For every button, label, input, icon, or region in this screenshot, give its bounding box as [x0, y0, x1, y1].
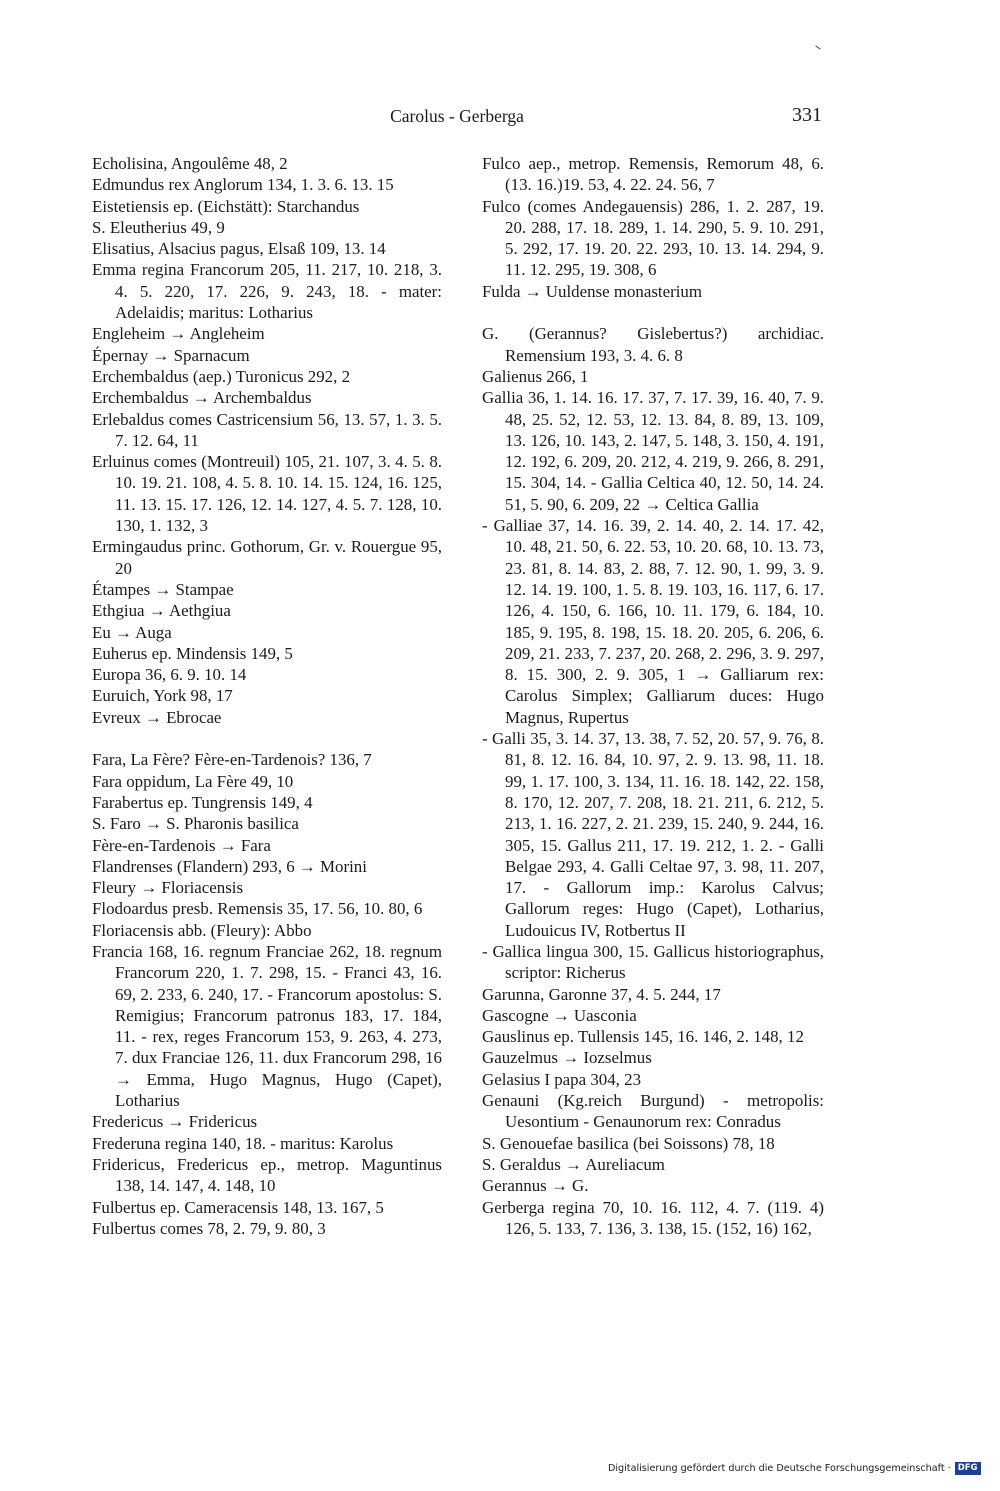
index-entry-text: - Galliae 37, 14. 16. 39, 2. 14. 40, 2. 14. 17. 42, 10. 48, 21. 50, 6. 22. 53, 10. 20. 68, 10. 13. 73, 23. 81, 8. 14. 83, 2. 88, 7. 12. 90, 1. 99, 3. 9. 12. 14. 19. 100, 1. 5. 8. 19. 103, 16. 117, 6. 17. 126, 4. 150, 6. 166, 10. 11. 179, 6. 184, 10. 185, 9. 195, 8. 198, 15. 18. 20. 205, 6. 206, 6. 209, 21. 233, 7. 237, 20. 268, 2. 296, 3. 9. 297, 8. 15. 300, 2. 9. 305, 1 → Galliarum rex: Carolus Simplex; Galliarum duces: Hugo Magnus, Rupertus: [482, 516, 829, 727]
index-entry-text: Evreux → Ebrocae: [92, 707, 222, 727]
index-entry-text: Gallia 36, 1. 14. 16. 17. 37, 7. 17. 39, 16. 40, 7. 9. 48, 25. 52, 12. 53, 12. 13. 84, 8. 89, 13. 109, 13. 126, 10. 143, 2. 147, 5. 148, 3. 150, 4. 191, 12. 192, 6. 209, 20. 212, 4. 219, 9. 266, 8. 291, 15. 304, 14. - Gallia Celtica 40, 12. 50, 14. 24. 51, 5. 90, 6. 209, 22 → Celtica Gallia: [482, 388, 829, 514]
index-entry: [482, 515, 829, 728]
index-entry: [92, 387, 442, 408]
index-entry: [92, 898, 442, 919]
index-entry-text: Farabertus ep. Tungrensis 149, 4: [92, 792, 313, 812]
index-entry-text: Fère-en-Tardenois → Fara: [92, 835, 271, 855]
index-entry: [92, 1133, 442, 1154]
index-entry: [92, 238, 442, 259]
index-entry: [482, 153, 824, 196]
index-column-left: [92, 153, 447, 1239]
index-entry-text: Euherus ep. Mindensis 149, 5: [92, 643, 293, 663]
index-entry-text: Gauzelmus → Iozselmus: [482, 1048, 652, 1068]
index-entry: [92, 920, 442, 941]
index-entry-text: Épernay → Sparnacum: [92, 345, 250, 365]
index-entry: [482, 1133, 824, 1154]
index-entry: [482, 984, 824, 1005]
index-entry-text: Euruich, York 98, 17: [92, 686, 233, 706]
index-entry-text: Fulbertus ep. Cameracensis 148, 13. 167, 5: [92, 1197, 384, 1217]
index-entry-text: Gerberga regina 70, 10. 16. 112, 4. 7. (119. 4) 126, 5. 133, 7. 136, 3. 138, 15. (152, 16) 162,: [482, 1197, 829, 1238]
index-entry-text: G. (Gerannus? Gislebertus?) archidiac. Remensium 193, 3. 4. 6. 8: [482, 324, 829, 365]
index-entry: [92, 856, 442, 877]
index-entry: [92, 600, 442, 621]
index-entry: [92, 771, 442, 792]
index-entry-text: Gerannus → G.: [482, 1176, 589, 1196]
index-entry-text: Galienus 266, 1: [482, 366, 589, 386]
index-entry-text: Erchembaldus → Archembaldus: [92, 388, 312, 408]
index-entry-text: Echolisina, Angoulême 48, 2: [92, 154, 288, 173]
index-entry: [482, 387, 829, 515]
index-entry: [92, 749, 442, 770]
funding-note: [608, 1462, 981, 1475]
index-entry-text: Fara oppidum, La Fère 49, 10: [92, 771, 294, 791]
index-entry: [482, 1026, 824, 1047]
page-header: [92, 106, 822, 136]
index-entry: [92, 792, 442, 813]
index-entry: [92, 451, 447, 536]
index-entry-text: Flandrenses (Flandern) 293, 6 → Morini: [92, 856, 367, 876]
index-entry: [92, 345, 442, 366]
index-entry: [92, 1197, 442, 1218]
index-entry-text: Eistetiensis ep. (Eichstätt): Starchandus: [92, 196, 360, 216]
index-entry-text: Fulco aep., metrop. Remensis, Remorum 48, 6.(13. 16.)19. 53, 4. 22. 24. 56, 7: [482, 154, 824, 195]
dfg-logo: DFG: [955, 1462, 981, 1475]
index-entry: [92, 259, 447, 323]
index-entry-text: Gauslinus ep. Tullensis 145, 16. 146, 2. 148, 12: [482, 1027, 804, 1047]
index-column-right: [482, 153, 829, 1239]
index-entry-text: Garunna, Garonne 37, 4. 5. 244, 17: [482, 984, 721, 1004]
entry-group-gap: [482, 302, 824, 323]
index-entry: [92, 835, 442, 856]
index-entry: [92, 1218, 442, 1239]
scan-mark: [815, 45, 820, 49]
index-entry: [482, 1005, 824, 1026]
index-entry: [482, 1197, 829, 1240]
funding-note-text: Digitalisierung gefördert durch die Deutsche Forschungsgemeinschaft ·: [608, 1463, 951, 1474]
index-entry: [92, 685, 442, 706]
index-entry-text: Elisatius, Alsacius pagus, Elsaß 109, 13. 14: [92, 239, 386, 259]
index-entry-text: Eu → Auga: [92, 622, 172, 642]
index-entry-text: Genauni (Kg.reich Burgund) - metropolis: Uesontium - Genaunorum rex: Conradus: [482, 1091, 829, 1132]
index-entry-text: Fulbertus comes 78, 2. 79, 9. 80, 3: [92, 1218, 326, 1238]
index-entry-text: Fara, La Fère? Fère-en-Tardenois? 136, 7: [92, 750, 372, 770]
index-entry: [482, 366, 824, 387]
index-entry-text: Ethgiua → Aethgiua: [92, 601, 231, 621]
index-entry-text: Frederuna regina 140, 18. - maritus: Karolus: [92, 1133, 394, 1153]
index-entry: [92, 153, 442, 174]
index-entry: [92, 1154, 447, 1197]
index-entry: [92, 323, 442, 344]
index-entry: [482, 1069, 824, 1090]
index-entry-text: Floriacensis abb. (Fleury): Abbo: [92, 920, 312, 940]
index-entry: [92, 579, 442, 600]
index-entry: [482, 1154, 824, 1175]
index-entry: [482, 1090, 829, 1133]
index-entry: [92, 536, 447, 579]
index-entry: [482, 281, 824, 302]
index-entry-text: Flodoardus presb. Remensis 35, 17. 56, 10. 80, 6: [92, 899, 423, 919]
index-entry: [482, 1175, 824, 1196]
index-entry: [92, 409, 447, 452]
index-entry-text: Engleheim → Angleheim: [92, 324, 265, 344]
index-entry-text: S. Faro → S. Pharonis basilica: [92, 814, 299, 834]
index-entry: [92, 217, 442, 238]
entry-group-gap: [92, 728, 442, 749]
index-entry-text: Ermingaudus princ. Gothorum, Gr. v. Rouergue 95, 20: [92, 537, 447, 578]
index-entry: [482, 941, 829, 984]
index-entry: [92, 877, 442, 898]
index-entry-text: - Galli 35, 3. 14. 37, 13. 38, 7. 52, 20. 57, 9. 76, 8. 81, 8. 12. 16. 84, 10. 97, 2. 9. 13. 98, 11. 18. 99, 1. 17. 100, 3. 134, 11. 16. 18. 142, 22. 158, 8. 170, 12. 207, 7. 208, 18. 21. 211, 6. 212, 5. 213, 1. 16. 227, 2. 21. 239, 15. 240, 9. 244, 16. 305, 15. Gallus 211, 17. 19. 212, 1. 2. - Galli Belgae 293, 4. Galli Celtae 97, 3. 98, 11. 207, 17. - Gallorum imp.: Karolus Calvus; Gallorum reges: Hugo (Capet), Lotharius, Ludouicus IV, Rotbertus II: [482, 729, 829, 940]
index-entry: [482, 1047, 824, 1068]
index-entry: [482, 196, 829, 281]
index-entry-text: S. Eleutherius 49, 9: [92, 217, 225, 237]
index-entry-text: Fulco (comes Andegauensis) 286, 1. 2. 287, 19. 20. 288, 17. 18. 289, 1. 14. 290, 5. 9. 10. 291, 5. 292, 17. 19. 20. 22. 293, 10. 13. 14. 294, 9. 11. 12. 295, 19. 308, 6: [482, 196, 829, 280]
index-entry-text: - Gallica lingua 300, 15. Gallicus historiographus, scriptor: Richerus: [482, 941, 829, 983]
index-entry-text: Fulda → Uuldense monasterium: [482, 281, 703, 301]
page-number: 331: [792, 104, 822, 126]
index-entry: [92, 643, 442, 664]
index-entry: [92, 941, 447, 1111]
index-entry-text: Emma regina Francorum 205, 11. 217, 10. 218, 3. 4. 5. 220, 17. 226, 9. 243, 18. - mater: Adelaidis; maritus: Lotharius: [92, 260, 447, 323]
index-entry-text: Erlebaldus comes Castricensium 56, 13. 57, 1. 3. 5. 7. 12. 64, 11: [92, 409, 447, 450]
index-entry: [92, 813, 442, 834]
index-entry: [92, 1111, 442, 1132]
index-entry-text: Erluinus comes (Montreuil) 105, 21. 107, 3. 4. 5. 8. 10. 19. 21. 108, 4. 5. 8. 10. 14. 15. 124, 16. 125, 11. 13. 15. 17. 126, 12. 14. 127, 4. 5. 7. 128, 10. 130, 1. 132, 3: [92, 452, 447, 536]
index-entry-text: S. Genouefae basilica (bei Soissons) 78, 18: [482, 1133, 775, 1153]
index-entry-text: Francia 168, 16. regnum Franciae 262, 18. regnum Francorum 220, 1. 7. 298, 15. - Franci 43, 16. 69, 2. 233, 6. 240, 17. - Francorum apostolus: S. Remigius; Francorum patronus 183, 17. 184, 11. - rex, reges Francorum 153, 9. 263, 4. 273, 7. dux Franciae 126, 11. dux Francorum 298, 16 → Emma, Hugo Magnus, Hugo (Capet), Lotharius: [92, 941, 447, 1111]
index-entry-text: Fridericus, Fredericus ep., metrop. Maguntinus 138, 14. 147, 4. 148, 10: [92, 1154, 447, 1196]
index-entry-text: Edmundus rex Anglorum 134, 1. 3. 6. 13. 15: [92, 175, 394, 195]
index-entry: [92, 196, 442, 217]
index-entry-text: Fleury → Floriacensis: [92, 878, 244, 898]
index-entry: [92, 366, 442, 387]
index-entry: [92, 707, 442, 728]
running-head: Carolus - Gerberga: [390, 106, 524, 126]
index-entry-text: Gascogne → Uasconia: [482, 1005, 637, 1025]
index-entry: [482, 323, 829, 366]
index-entry: [92, 622, 442, 643]
index-entry-text: Erchembaldus (aep.) Turonicus 292, 2: [92, 366, 351, 386]
index-entry-text: Europa 36, 6. 9. 10. 14: [92, 665, 247, 685]
index-entry: [92, 174, 442, 195]
index-entry: [482, 728, 829, 941]
index-entry-text: Gelasius I papa 304, 23: [482, 1069, 642, 1089]
index-entry-text: Étampes → Stampae: [92, 579, 234, 599]
index-entry: [92, 664, 442, 685]
index-entry-text: S. Geraldus → Aureliacum: [482, 1154, 665, 1174]
index-entry-text: Fredericus → Fridericus: [92, 1112, 258, 1132]
